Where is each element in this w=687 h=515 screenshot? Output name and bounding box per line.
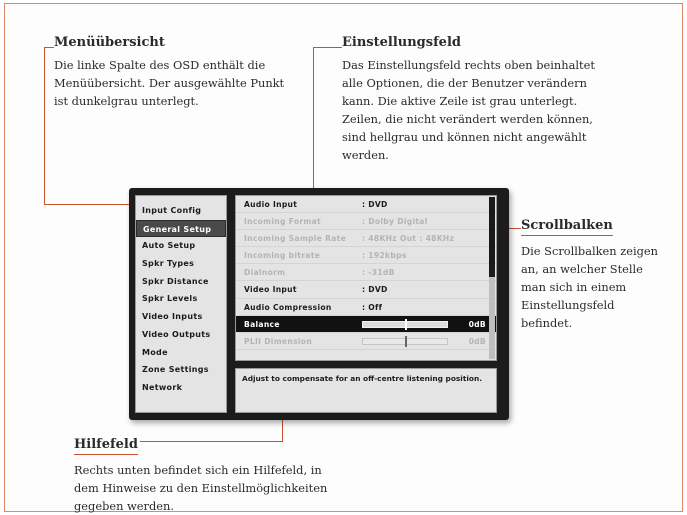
menu-item-network[interactable]: Network bbox=[142, 382, 183, 392]
settings-panel bbox=[235, 195, 497, 361]
settings-annotation-title: Einstellungsfeld bbox=[342, 35, 461, 50]
menu-item-mode[interactable]: Mode bbox=[142, 347, 168, 357]
menu-item-zone-settings[interactable]: Zone Settings bbox=[142, 365, 209, 375]
setting-value: : -31dB bbox=[362, 268, 395, 278]
settings-annotation bbox=[342, 35, 602, 164]
help-annotation-text: Rechts unten befindet sich ein Hilfefeld, in dem Hinweise zu den Einstellmöglichkeiten gegeben werden. bbox=[74, 463, 328, 513]
setting-value: : Dolby Digital bbox=[362, 217, 428, 227]
menu-item-general-setup[interactable]: General Setup bbox=[136, 220, 226, 238]
setting-row-video-input[interactable] bbox=[236, 281, 496, 298]
help-leader-horizontal bbox=[140, 441, 283, 442]
help-text: Adjust to compensate for an off-centre listening position. bbox=[242, 374, 483, 383]
setting-value: : 48KHz Out : 48KHz bbox=[362, 234, 455, 244]
setting-row-dialnorm bbox=[236, 264, 496, 281]
scroll-annotation-text: Die Scrollbalken zeigen an, an welcher Stelle man sich in einem Einstellungsfeld befindet. bbox=[521, 244, 658, 330]
setting-label: Dialnorm bbox=[244, 268, 286, 278]
scroll-annotation-title: Scrollbalken bbox=[521, 218, 613, 236]
slider-knob bbox=[405, 319, 407, 330]
balance-slider[interactable] bbox=[362, 321, 448, 328]
menu-leader-vertical bbox=[44, 47, 45, 205]
setting-value: : Off bbox=[362, 302, 383, 312]
setting-label: Video Input bbox=[244, 285, 297, 295]
setting-value: : DVD bbox=[362, 285, 388, 295]
dimension-slider bbox=[362, 338, 448, 345]
settings-leader-top bbox=[313, 47, 342, 48]
setting-row-balance[interactable] bbox=[236, 316, 496, 333]
menu-annotation-title: Menüübersicht bbox=[54, 35, 165, 50]
settings-rows bbox=[236, 196, 496, 350]
setting-row-audio-compression[interactable] bbox=[236, 299, 496, 316]
help-box bbox=[235, 368, 497, 413]
setting-label: Incoming Format bbox=[244, 217, 321, 227]
setting-label: PLII Dimension bbox=[244, 336, 313, 346]
menu-item-spkr-types[interactable]: Spkr Types bbox=[142, 259, 195, 269]
setting-row-incoming-sample-rate bbox=[236, 230, 496, 247]
scroll-annotation bbox=[521, 214, 661, 332]
setting-label: Audio Input bbox=[244, 200, 298, 209]
settings-annotation-text: Das Einstellungsfeld rechts oben beinhaltet alle Optionen, die der Benutzer verändern kann. Die aktive Zeile ist grau unterlegt. Zeilen, die nicht verändert werden können, sind hellgrau und können nicht angewählt werden. bbox=[342, 58, 595, 162]
scrollbar-thumb[interactable] bbox=[489, 197, 495, 277]
setting-row-incoming-bitrate bbox=[236, 247, 496, 264]
help-annotation bbox=[74, 433, 334, 515]
setting-label: Audio Compression bbox=[244, 302, 332, 312]
menu-item-spkr-levels[interactable]: Spkr Levels bbox=[142, 294, 198, 304]
menu-item-spkr-distance[interactable]: Spkr Distance bbox=[142, 276, 209, 286]
help-annotation-title: Hilfefeld bbox=[74, 437, 138, 455]
setting-value: : 192kbps bbox=[362, 251, 407, 261]
slider-knob bbox=[405, 336, 407, 347]
setting-label: Incoming Sample Rate bbox=[244, 234, 347, 244]
osd-panel bbox=[129, 188, 509, 420]
setting-row-audio-input[interactable] bbox=[236, 196, 496, 213]
menu-annotation bbox=[54, 35, 294, 110]
menu-leader-horizontal bbox=[44, 204, 136, 205]
menu-leader-top bbox=[44, 47, 54, 48]
settings-scrollbar[interactable] bbox=[489, 197, 495, 359]
setting-label: Incoming bitrate bbox=[244, 251, 321, 261]
setting-label: Balance bbox=[244, 319, 280, 329]
setting-value: 0dB bbox=[468, 319, 486, 329]
setting-row-incoming-format bbox=[236, 213, 496, 230]
setting-row-plii-dimension bbox=[236, 333, 496, 350]
setting-value: : DVD bbox=[362, 200, 388, 209]
setting-value: 0dB bbox=[468, 336, 486, 346]
menu-annotation-text: Die linke Spalte des OSD enthält die Menüübersicht. Der ausgewählte Punkt ist dunkelgrau unterlegt. bbox=[54, 58, 285, 108]
menu-item-input-config[interactable]: Input Config bbox=[142, 206, 202, 215]
osd-menu bbox=[135, 195, 227, 413]
menu-item-video-inputs[interactable]: Video Inputs bbox=[142, 312, 203, 322]
menu-item-auto-setup[interactable]: Auto Setup bbox=[142, 241, 196, 251]
menu-item-video-outputs[interactable]: Video Outputs bbox=[142, 329, 211, 339]
